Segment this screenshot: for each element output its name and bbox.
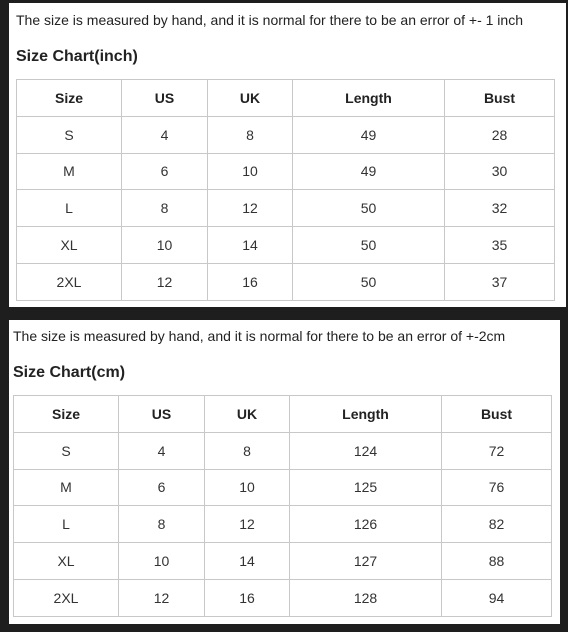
cell-us: 10	[122, 227, 208, 264]
cell-us: 4	[119, 432, 205, 469]
cell-bust: 30	[445, 153, 555, 190]
table-row	[14, 506, 552, 543]
table-row	[17, 153, 555, 190]
cell-us: 8	[122, 190, 208, 227]
cell-us: 10	[119, 543, 205, 580]
cell-length: 125	[290, 469, 442, 506]
cell-uk: 12	[205, 506, 290, 543]
cell-length: 50	[293, 190, 445, 227]
cell-bust: 88	[442, 543, 552, 580]
cell-size: XL	[14, 543, 119, 580]
cell-uk: 8	[205, 432, 290, 469]
cell-size: XL	[17, 227, 122, 264]
cell-bust: 76	[442, 469, 552, 506]
column-header-bust: Bust	[442, 396, 552, 433]
inch-size-chart-panel	[9, 3, 566, 307]
size-table-cm	[13, 395, 552, 617]
cell-size: L	[14, 506, 119, 543]
column-header-us: US	[119, 396, 205, 433]
cell-us: 8	[119, 506, 205, 543]
measurement-note: The size is measured by hand, and it is normal for there to be an error of +-2cm	[13, 328, 506, 344]
table-row	[17, 190, 555, 227]
cell-uk: 16	[208, 263, 293, 300]
cell-bust: 94	[442, 579, 552, 616]
cell-us: 6	[119, 469, 205, 506]
column-header-length: Length	[290, 396, 442, 433]
cell-uk: 14	[205, 543, 290, 580]
table-row	[14, 432, 552, 469]
cell-length: 124	[290, 432, 442, 469]
chart-title: Size Chart(inch)	[16, 48, 138, 65]
cell-bust: 28	[445, 116, 555, 153]
cell-size: M	[17, 153, 122, 190]
cell-length: 127	[290, 543, 442, 580]
cell-size: S	[14, 432, 119, 469]
cell-size: S	[17, 116, 122, 153]
column-header-uk: UK	[208, 80, 293, 117]
measurement-note: The size is measured by hand, and it is normal for there to be an error of +- 1 inch	[16, 12, 523, 28]
cell-us: 12	[122, 263, 208, 300]
table-row	[14, 469, 552, 506]
cell-length: 49	[293, 116, 445, 153]
cell-uk: 10	[208, 153, 293, 190]
table-row	[17, 227, 555, 264]
cell-length: 126	[290, 506, 442, 543]
cell-bust: 37	[445, 263, 555, 300]
cell-uk: 10	[205, 469, 290, 506]
table-row	[14, 579, 552, 616]
column-header-uk: UK	[205, 396, 290, 433]
cell-bust: 82	[442, 506, 552, 543]
column-header-size: Size	[14, 396, 119, 433]
size-table-inch	[16, 79, 555, 301]
cell-us: 4	[122, 116, 208, 153]
cell-uk: 12	[208, 190, 293, 227]
cell-size: L	[17, 190, 122, 227]
table-header-row	[14, 396, 552, 433]
cell-bust: 72	[442, 432, 552, 469]
table-row	[14, 543, 552, 580]
cell-uk: 14	[208, 227, 293, 264]
cell-length: 128	[290, 579, 442, 616]
column-header-length: Length	[293, 80, 445, 117]
column-header-bust: Bust	[445, 80, 555, 117]
table-row	[17, 116, 555, 153]
cell-size: 2XL	[14, 579, 119, 616]
cell-bust: 35	[445, 227, 555, 264]
cell-length: 50	[293, 263, 445, 300]
cell-size: 2XL	[17, 263, 122, 300]
table-row	[17, 263, 555, 300]
cell-bust: 32	[445, 190, 555, 227]
chart-title: Size Chart(cm)	[13, 364, 126, 381]
table-header-row	[17, 80, 555, 117]
column-header-us: US	[122, 80, 208, 117]
cell-us: 6	[122, 153, 208, 190]
cell-us: 12	[119, 579, 205, 616]
cell-size: M	[14, 469, 119, 506]
cm-size-chart-panel	[9, 320, 560, 624]
cell-length: 49	[293, 153, 445, 190]
cell-length: 50	[293, 227, 445, 264]
cell-uk: 8	[208, 116, 293, 153]
cell-uk: 16	[205, 579, 290, 616]
column-header-size: Size	[17, 80, 122, 117]
